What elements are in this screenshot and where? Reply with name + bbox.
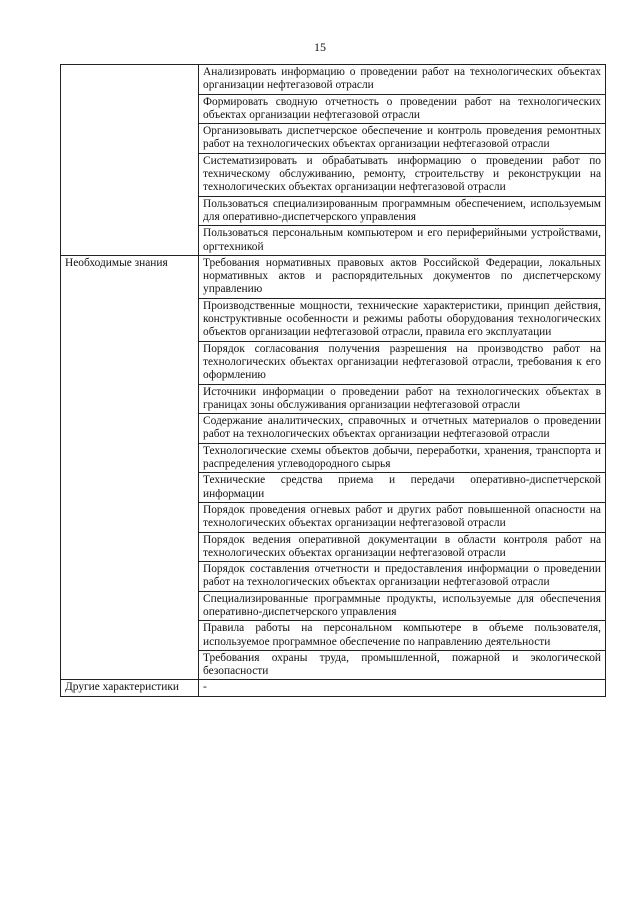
skill-item: Пользоваться персональным компьютером и его периферийными устройствами, оргтехникой bbox=[199, 226, 606, 256]
skill-item: Пользоваться специализированным программным обеспечением, используемым для оперативно-диспетчерского управления bbox=[199, 196, 606, 226]
skill-item: Организовывать диспетчерское обеспечение и контроль проведения ремонтных работ на технологических объектах организации нефтегазовой отрасли bbox=[199, 124, 606, 154]
knowledge-item: Порядок ведения оперативной документации в области контроля работ на технологических объектах организации нефтегазовой отрасли bbox=[199, 532, 606, 562]
page-number: 15 bbox=[314, 40, 326, 54]
knowledge-item: Источники информации о проведении работ на технологических объектах в границах зоны обслуживания организации нефтегазовой отрасли bbox=[199, 384, 606, 414]
knowledge-item: Требования нормативных правовых актов Российской Федерации, локальных нормативных актов и распорядительных документов по диспетчерскому управлению bbox=[199, 255, 606, 298]
knowledge-item: Порядок составления отчетности и предоставления информации о проведении работ на технологических объектах организации нефтегазовой отрасли bbox=[199, 562, 606, 592]
row-label-knowledge: Необходимые знания bbox=[61, 255, 199, 680]
other-characteristics-value: - bbox=[199, 680, 606, 696]
knowledge-item: Требования охраны труда, промышленной, пожарной и экологической безопасности bbox=[199, 650, 606, 680]
knowledge-item: Порядок проведения огневых работ и других работ повышенной опасности на технологических объектах организации нефтегазовой отрасли bbox=[199, 502, 606, 532]
knowledge-item: Специализированные программные продукты, используемые для обеспечения оперативно-диспетчерского управления bbox=[199, 591, 606, 621]
knowledge-item: Технические средства приема и передачи оперативно-диспетчерской информации bbox=[199, 473, 606, 503]
skill-item: Анализировать информацию о проведении работ на технологических объектах организации нефтегазовой отрасли bbox=[199, 65, 606, 95]
knowledge-item: Правила работы на персональном компьютере в объеме пользователя, используемое программное обеспечение по направлению деятельности bbox=[199, 621, 606, 651]
knowledge-item: Содержание аналитических, справочных и отчетных материалов о проведении работ на технологических объектах организации нефтегазовой отрасли bbox=[199, 414, 606, 444]
row-label-other: Другие характеристики bbox=[61, 680, 199, 696]
table-row bbox=[61, 65, 606, 95]
row-label-skills bbox=[61, 65, 199, 256]
table-row bbox=[61, 680, 606, 696]
skill-item: Формировать сводную отчетность о проведении работ на технологических объектах организации нефтегазовой отрасли bbox=[199, 94, 606, 124]
skill-item: Систематизировать и обрабатывать информацию о проведении работ по техническому обслуживанию, ремонту, строительству и реконструкции на технологических объектах организации нефтегазовой отрасли bbox=[199, 153, 606, 196]
table-row bbox=[61, 255, 606, 298]
knowledge-item: Производственные мощности, технические характеристики, принцип действия, конструктивные особенности и режимы работы оборудования технологических объектов организации нефтегазовой отрасли, правила его эксплуатации bbox=[199, 298, 606, 341]
knowledge-item: Порядок согласования получения разрешения на производство работ на технологических объектах организации нефтегазовой отрасли, требования к его оформлению bbox=[199, 341, 606, 384]
knowledge-item: Технологические схемы объектов добычи, переработки, хранения, транспорта и распределения углеводородного сырья bbox=[199, 443, 606, 473]
competency-table bbox=[60, 64, 606, 697]
